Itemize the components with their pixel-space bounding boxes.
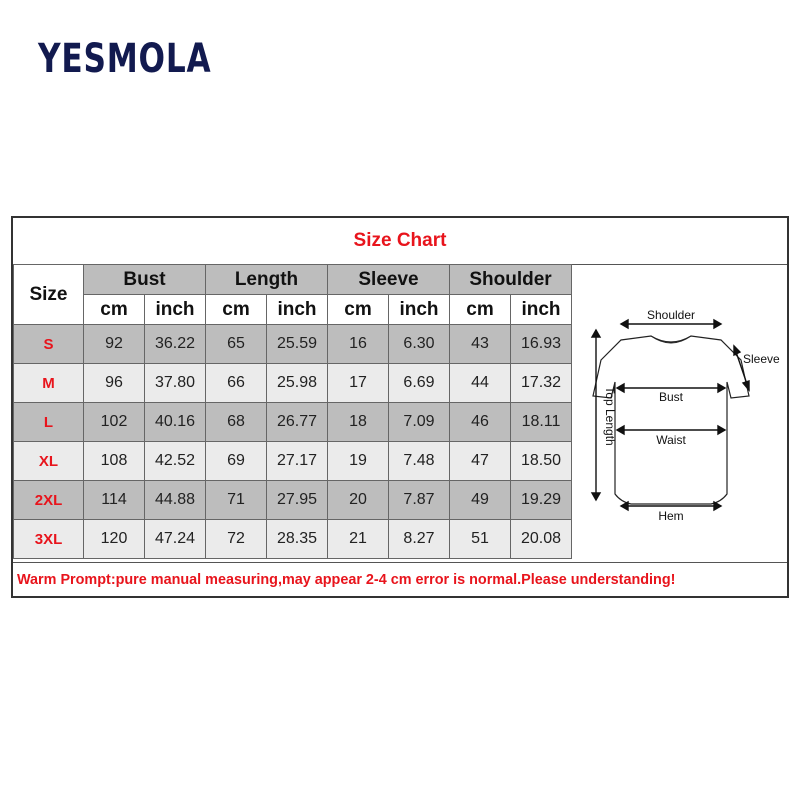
size-label: M xyxy=(14,364,84,403)
table-cell: 51 xyxy=(450,520,511,559)
table-cell: 6.69 xyxy=(389,364,450,403)
unit-header: cm xyxy=(450,295,511,325)
table-cell: 19.29 xyxy=(511,481,572,520)
table-cell: 27.17 xyxy=(267,442,328,481)
size-label: 2XL xyxy=(14,481,84,520)
table-cell: 65 xyxy=(206,325,267,364)
unit-header: cm xyxy=(206,295,267,325)
unit-header: inch xyxy=(511,295,572,325)
table-cell: 26.77 xyxy=(267,403,328,442)
table-cell: 25.98 xyxy=(267,364,328,403)
size-label: L xyxy=(14,403,84,442)
table-cell: 43 xyxy=(450,325,511,364)
table-cell: 21 xyxy=(328,520,389,559)
table-row xyxy=(14,442,572,481)
size-table xyxy=(13,264,572,559)
table-row xyxy=(14,520,572,559)
table-row xyxy=(14,364,572,403)
table-cell: 19 xyxy=(328,442,389,481)
table-cell: 44.88 xyxy=(145,481,206,520)
group-header-shoulder: Shoulder xyxy=(450,265,572,295)
table-cell: 16 xyxy=(328,325,389,364)
table-cell: 7.09 xyxy=(389,403,450,442)
size-label: 3XL xyxy=(14,520,84,559)
table-cell: 17.32 xyxy=(511,364,572,403)
top-length-arrow xyxy=(592,330,600,500)
hem-label: Hem xyxy=(658,509,684,523)
size-label: S xyxy=(14,325,84,364)
size-chart xyxy=(11,216,789,598)
group-header-length: Length xyxy=(206,265,328,295)
table-cell: 18.50 xyxy=(511,442,572,481)
table-cell: 7.87 xyxy=(389,481,450,520)
table-cell: 69 xyxy=(206,442,267,481)
table-cell: 92 xyxy=(84,325,145,364)
size-label: XL xyxy=(14,442,84,481)
shoulder-label: Shoulder xyxy=(646,308,696,322)
table-cell: 42.52 xyxy=(145,442,206,481)
unit-header: cm xyxy=(84,295,145,325)
group-header-sleeve: Sleeve xyxy=(328,265,450,295)
table-cell: 46 xyxy=(450,403,511,442)
measurement-diagram xyxy=(571,264,789,564)
waist-label: Waist xyxy=(656,433,686,447)
top-length-label: Top Length xyxy=(603,386,617,446)
table-cell: 17 xyxy=(328,364,389,403)
bust-label: Bust xyxy=(658,390,684,404)
table-cell: 16.93 xyxy=(511,325,572,364)
table-cell: 18.11 xyxy=(511,403,572,442)
group-header-bust: Bust xyxy=(84,265,206,295)
table-cell: 66 xyxy=(206,364,267,403)
table-cell: 47 xyxy=(450,442,511,481)
table-cell: 114 xyxy=(84,481,145,520)
table-cell: 72 xyxy=(206,520,267,559)
table-cell: 108 xyxy=(84,442,145,481)
table-cell: 28.35 xyxy=(267,520,328,559)
table-cell: 25.59 xyxy=(267,325,328,364)
table-cell: 18 xyxy=(328,403,389,442)
unit-header: inch xyxy=(389,295,450,325)
table-cell: 96 xyxy=(84,364,145,403)
table-cell: 68 xyxy=(206,403,267,442)
sleeve-label: Sleeve xyxy=(743,352,780,366)
table-row xyxy=(14,403,572,442)
chart-title: Size Chart xyxy=(13,218,787,265)
table-cell: 37.80 xyxy=(145,364,206,403)
table-cell: 6.30 xyxy=(389,325,450,364)
warm-prompt: Warm Prompt:pure manual measuring,may appear 2-4 cm error is normal.Please understanding! xyxy=(13,562,787,596)
brand-logo: YESMOLA xyxy=(38,36,212,82)
tshirt-diagram xyxy=(571,264,789,564)
table-cell: 8.27 xyxy=(389,520,450,559)
table-cell: 40.16 xyxy=(145,403,206,442)
table-cell: 20 xyxy=(328,481,389,520)
table-cell: 36.22 xyxy=(145,325,206,364)
table-cell: 27.95 xyxy=(267,481,328,520)
table-cell: 49 xyxy=(450,481,511,520)
table-cell: 102 xyxy=(84,403,145,442)
unit-header: inch xyxy=(267,295,328,325)
table-cell: 20.08 xyxy=(511,520,572,559)
table-cell: 7.48 xyxy=(389,442,450,481)
table-row xyxy=(14,481,572,520)
table-row xyxy=(14,325,572,364)
size-column-header: Size xyxy=(14,265,84,325)
table-cell: 44 xyxy=(450,364,511,403)
unit-header: inch xyxy=(145,295,206,325)
table-cell: 47.24 xyxy=(145,520,206,559)
table-cell: 71 xyxy=(206,481,267,520)
unit-header: cm xyxy=(328,295,389,325)
table-cell: 120 xyxy=(84,520,145,559)
